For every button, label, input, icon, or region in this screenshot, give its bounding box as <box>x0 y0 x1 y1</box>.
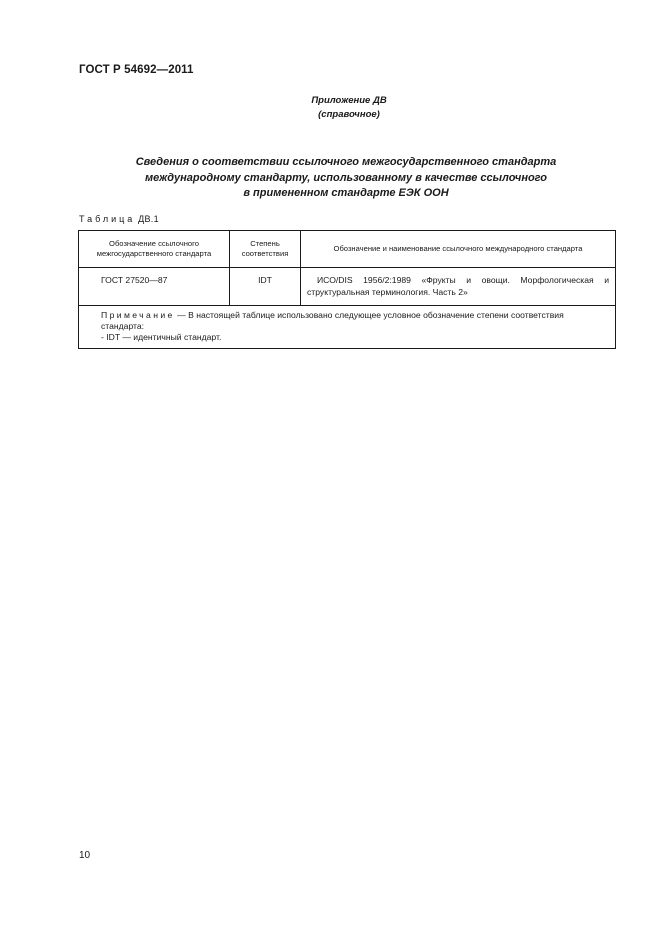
note-paragraph <box>87 310 607 332</box>
table-caption-number: ДВ.1 <box>138 214 159 224</box>
cell-international-text: ИСО/DIS 1956/2:1989 «Фрукты и овощи. Морфологическая и структуральная терминология. Часть 2» <box>307 275 609 297</box>
header-degree: Степень соответствия <box>230 231 301 268</box>
note-item: - IDT — идентичный стандарт. <box>101 332 222 343</box>
cell-reference-standard: ГОСТ 27520—87 <box>79 268 230 306</box>
reference-table <box>78 230 616 349</box>
cell-international-standard <box>301 268 616 306</box>
header-international-standard: Обозначение и наименование ссылочного международного стандарта <box>301 231 616 268</box>
table-note-row <box>79 306 616 349</box>
title-line-2: международному стандарту, использованному в качестве ссылочного <box>145 171 547 184</box>
note-label: Примечание <box>101 310 175 320</box>
table-caption <box>79 214 159 224</box>
appendix-label: Приложение ДВ <box>311 95 387 106</box>
note-text: — В настоящей таблице использовано следующее условное обозначение степени соответствия стандарта: <box>101 310 564 332</box>
title-line-1: Сведения о соответствии ссылочного межгосударственного стандарта <box>135 156 557 168</box>
table-row <box>79 268 616 306</box>
appendix-kind: (справочное) <box>318 109 380 120</box>
cell-degree: IDT <box>230 268 301 306</box>
header-reference-standard: Обозначение ссылочного межгосударственного стандарта <box>79 231 230 268</box>
table-caption-word: Таблица <box>79 214 136 224</box>
table-note <box>79 306 616 349</box>
table-header-row <box>79 231 616 268</box>
document-code: ГОСТ Р 54692—2011 <box>79 64 194 76</box>
section-title <box>100 155 592 202</box>
appendix-heading <box>300 94 398 122</box>
page-number: 10 <box>79 850 91 861</box>
title-line-3: в примененном стандарте ЕЭК ООН <box>243 187 449 199</box>
